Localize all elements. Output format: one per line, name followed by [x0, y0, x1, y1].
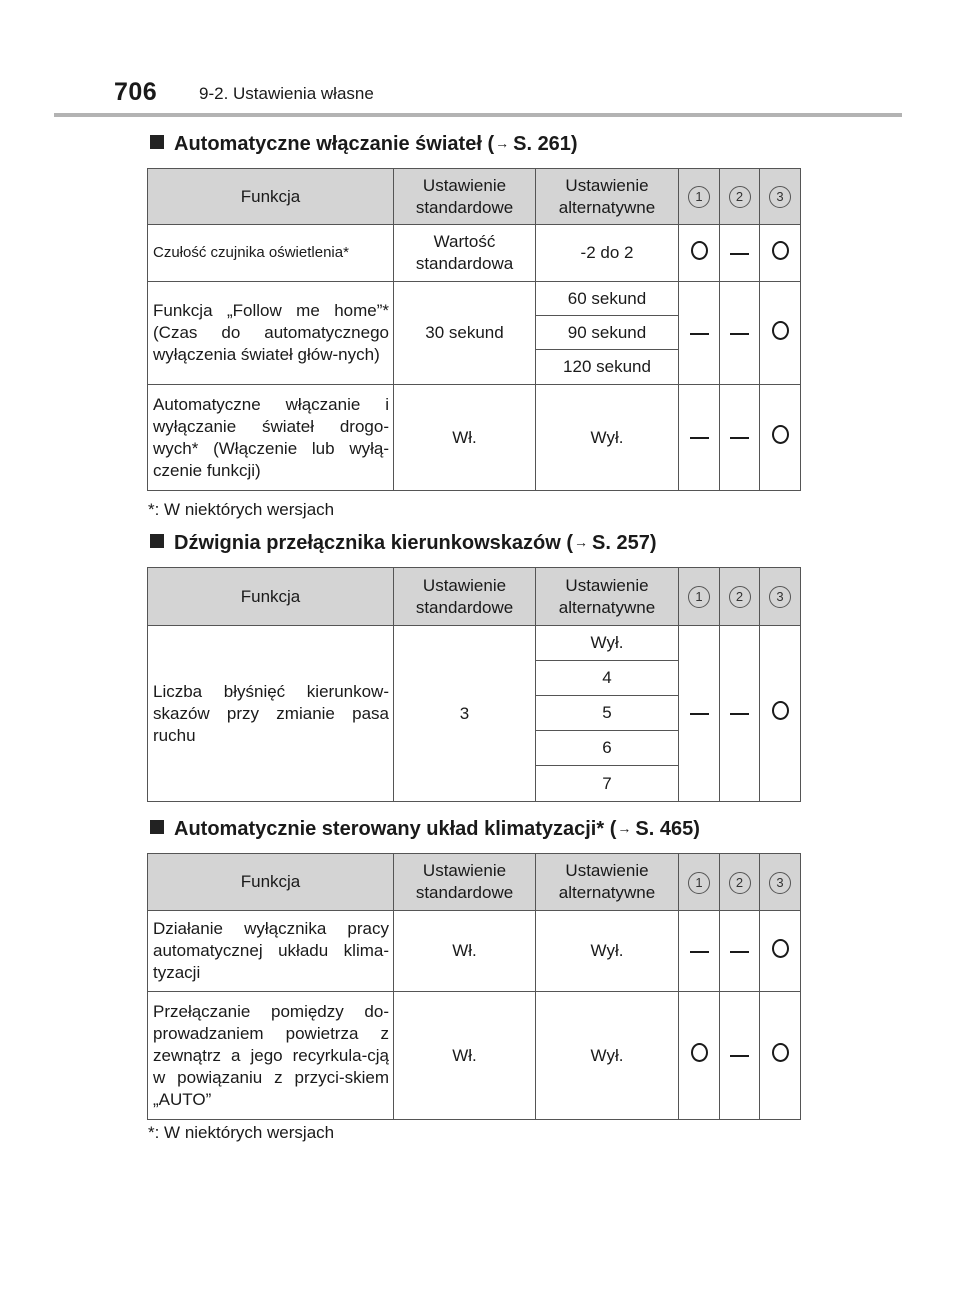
alternative-cell: 4: [536, 661, 679, 696]
alternative-cell: 5: [536, 696, 679, 731]
section-title-turn-signal-lever: Dźwignia przełącznika kierunkowskazów (→ S. 257): [150, 532, 657, 555]
mark-cell-3: [760, 282, 801, 385]
alternative-cell: Wył.: [536, 911, 679, 992]
mark-cell-2: [720, 282, 760, 385]
header-col-2: [720, 568, 760, 626]
function-cell: Czułość czujnika oświetlenia*: [148, 225, 394, 282]
standard-cell: Wartość standardowa: [394, 225, 536, 282]
header-col-1: [679, 169, 720, 225]
mark-cell-3: [760, 385, 801, 491]
alternative-cell: 120 sekund: [536, 350, 679, 385]
header-col-3: [760, 568, 801, 626]
mark-cell-1: [679, 225, 720, 282]
mark-cell-3: [760, 992, 801, 1120]
header-col-1: [679, 854, 720, 911]
mark-cell-3: [760, 626, 801, 802]
mark-cell-2: [720, 911, 760, 992]
function-cell: Automatyczne włączanie i wyłączanie świateł drogo-wych* (Włączenie lub wyłą-czenie funkcji): [148, 385, 394, 491]
header-alternative: Ustawienie alternatywne: [536, 169, 679, 225]
header-function: Funkcja: [148, 169, 394, 225]
dash-mark-icon: [690, 437, 709, 439]
alternative-cell: Wył.: [536, 992, 679, 1120]
mark-cell-3: [760, 225, 801, 282]
function-cell: Liczba błyśnięć kierunkow-skazów przy zmianie pasa ruchu: [148, 626, 394, 802]
circled-number-3-icon: 3: [769, 186, 791, 208]
square-bullet-icon: [150, 534, 164, 548]
section-title-auto-lights: Automatyczne włączanie świateł (→ S. 261): [150, 133, 578, 156]
header-col-2: [720, 854, 760, 911]
circle-mark-icon: [772, 241, 789, 260]
alternative-cell: 90 sekund: [536, 316, 679, 350]
header-alternative: Ustawienie alternatywne: [536, 854, 679, 911]
square-bullet-icon: [150, 135, 164, 149]
alternative-cell: 6: [536, 731, 679, 766]
function-cell: Funkcja „Follow me home”* (Czas do automatycznego wyłączenia świateł głów-nych): [148, 282, 394, 385]
alternative-cell: -2 do 2: [536, 225, 679, 282]
footnote: *: W niektórych wersjach: [148, 500, 335, 519]
function-cell: Przełączanie pomiędzy do-prowadzaniem powietrza z zewnątrz a jego recyrkula-cją w powiązaniu z przyci-skiem „AUTO”: [148, 992, 394, 1120]
dash-mark-icon: [690, 713, 709, 715]
footnote: *: W niektórych wersjach: [148, 1123, 335, 1142]
header-standard: Ustawienie standardowe: [394, 568, 536, 626]
standard-cell: 30 sekund: [394, 282, 536, 385]
table-row: [148, 385, 801, 491]
header-col-3: [760, 854, 801, 911]
table-row: [148, 911, 801, 992]
circled-number-1-icon: 1: [688, 186, 710, 208]
circled-number-1-icon: 1: [688, 872, 710, 894]
header-col-1: [679, 568, 720, 626]
circle-mark-icon: [772, 321, 789, 340]
mark-cell-2: [720, 225, 760, 282]
mark-cell-3: [760, 911, 801, 992]
circled-number-1-icon: 1: [688, 586, 710, 608]
settings-table-climate-control: [147, 853, 801, 1120]
standard-cell: Wł.: [394, 385, 536, 491]
circled-number-2-icon: 2: [729, 586, 751, 608]
alternative-cell: Wył.: [536, 385, 679, 491]
circle-mark-icon: [772, 425, 789, 444]
arrow-right-icon: →: [617, 820, 632, 836]
page-reference-link[interactable]: S. 465): [635, 818, 700, 840]
function-cell: Działanie wyłącznika pracy automatycznej układu klima-tyzacji: [148, 911, 394, 992]
settings-table-turn-signal: [147, 567, 801, 802]
standard-cell: Wł.: [394, 911, 536, 992]
dash-mark-icon: [690, 951, 709, 953]
standard-cell: Wł.: [394, 992, 536, 1120]
alternative-cell: 7: [536, 766, 679, 802]
section-title-climate-control: Automatycznie sterowany układ klimatyzacji* (→ S. 465): [150, 818, 700, 841]
page-reference-link[interactable]: S. 257): [592, 532, 657, 554]
arrow-right-icon: →: [495, 135, 510, 151]
header-function: Funkcja: [148, 854, 394, 911]
circled-number-2-icon: 2: [729, 872, 751, 894]
table-header-row: [148, 568, 801, 626]
mark-cell-1: [679, 911, 720, 992]
running-head: 9-2. Ustawienia własne: [199, 84, 374, 103]
dash-mark-icon: [730, 333, 749, 335]
mark-cell-1: [679, 626, 720, 802]
mark-cell-1: [679, 385, 720, 491]
circle-mark-icon: [691, 1043, 708, 1062]
dash-mark-icon: [730, 437, 749, 439]
mark-cell-2: [720, 626, 760, 802]
alternative-cell: 60 sekund: [536, 282, 679, 316]
table-header-row: [148, 854, 801, 911]
mark-cell-1: [679, 282, 720, 385]
circle-mark-icon: [772, 939, 789, 958]
circle-mark-icon: [772, 701, 789, 720]
mark-cell-2: [720, 385, 760, 491]
square-bullet-icon: [150, 820, 164, 834]
header-standard: Ustawienie standardowe: [394, 169, 536, 225]
table-header-row: [148, 169, 801, 225]
table-row: [148, 992, 801, 1120]
dash-mark-icon: [730, 253, 749, 255]
mark-cell-2: [720, 992, 760, 1120]
circled-number-2-icon: 2: [729, 186, 751, 208]
standard-cell: 3: [394, 626, 536, 802]
circled-number-3-icon: 3: [769, 872, 791, 894]
header-col-3: [760, 169, 801, 225]
header-standard: Ustawienie standardowe: [394, 854, 536, 911]
arrow-right-icon: →: [574, 534, 589, 550]
header-rule: [54, 113, 902, 117]
page-number: 706: [114, 78, 158, 106]
header-function: Funkcja: [148, 568, 394, 626]
header-col-2: [720, 169, 760, 225]
mark-cell-1: [679, 992, 720, 1120]
header-alternative: Ustawienie alternatywne: [536, 568, 679, 626]
dash-mark-icon: [730, 713, 749, 715]
table-row: [148, 225, 801, 282]
dash-mark-icon: [690, 333, 709, 335]
table-row: [148, 626, 801, 661]
circle-mark-icon: [691, 241, 708, 260]
circled-number-3-icon: 3: [769, 586, 791, 608]
dash-mark-icon: [730, 1055, 749, 1057]
circle-mark-icon: [772, 1043, 789, 1062]
table-row: [148, 282, 801, 316]
page-reference-link[interactable]: S. 261): [513, 133, 578, 155]
dash-mark-icon: [730, 951, 749, 953]
settings-table-auto-lights: [147, 168, 801, 491]
alternative-cell: Wył.: [536, 626, 679, 661]
